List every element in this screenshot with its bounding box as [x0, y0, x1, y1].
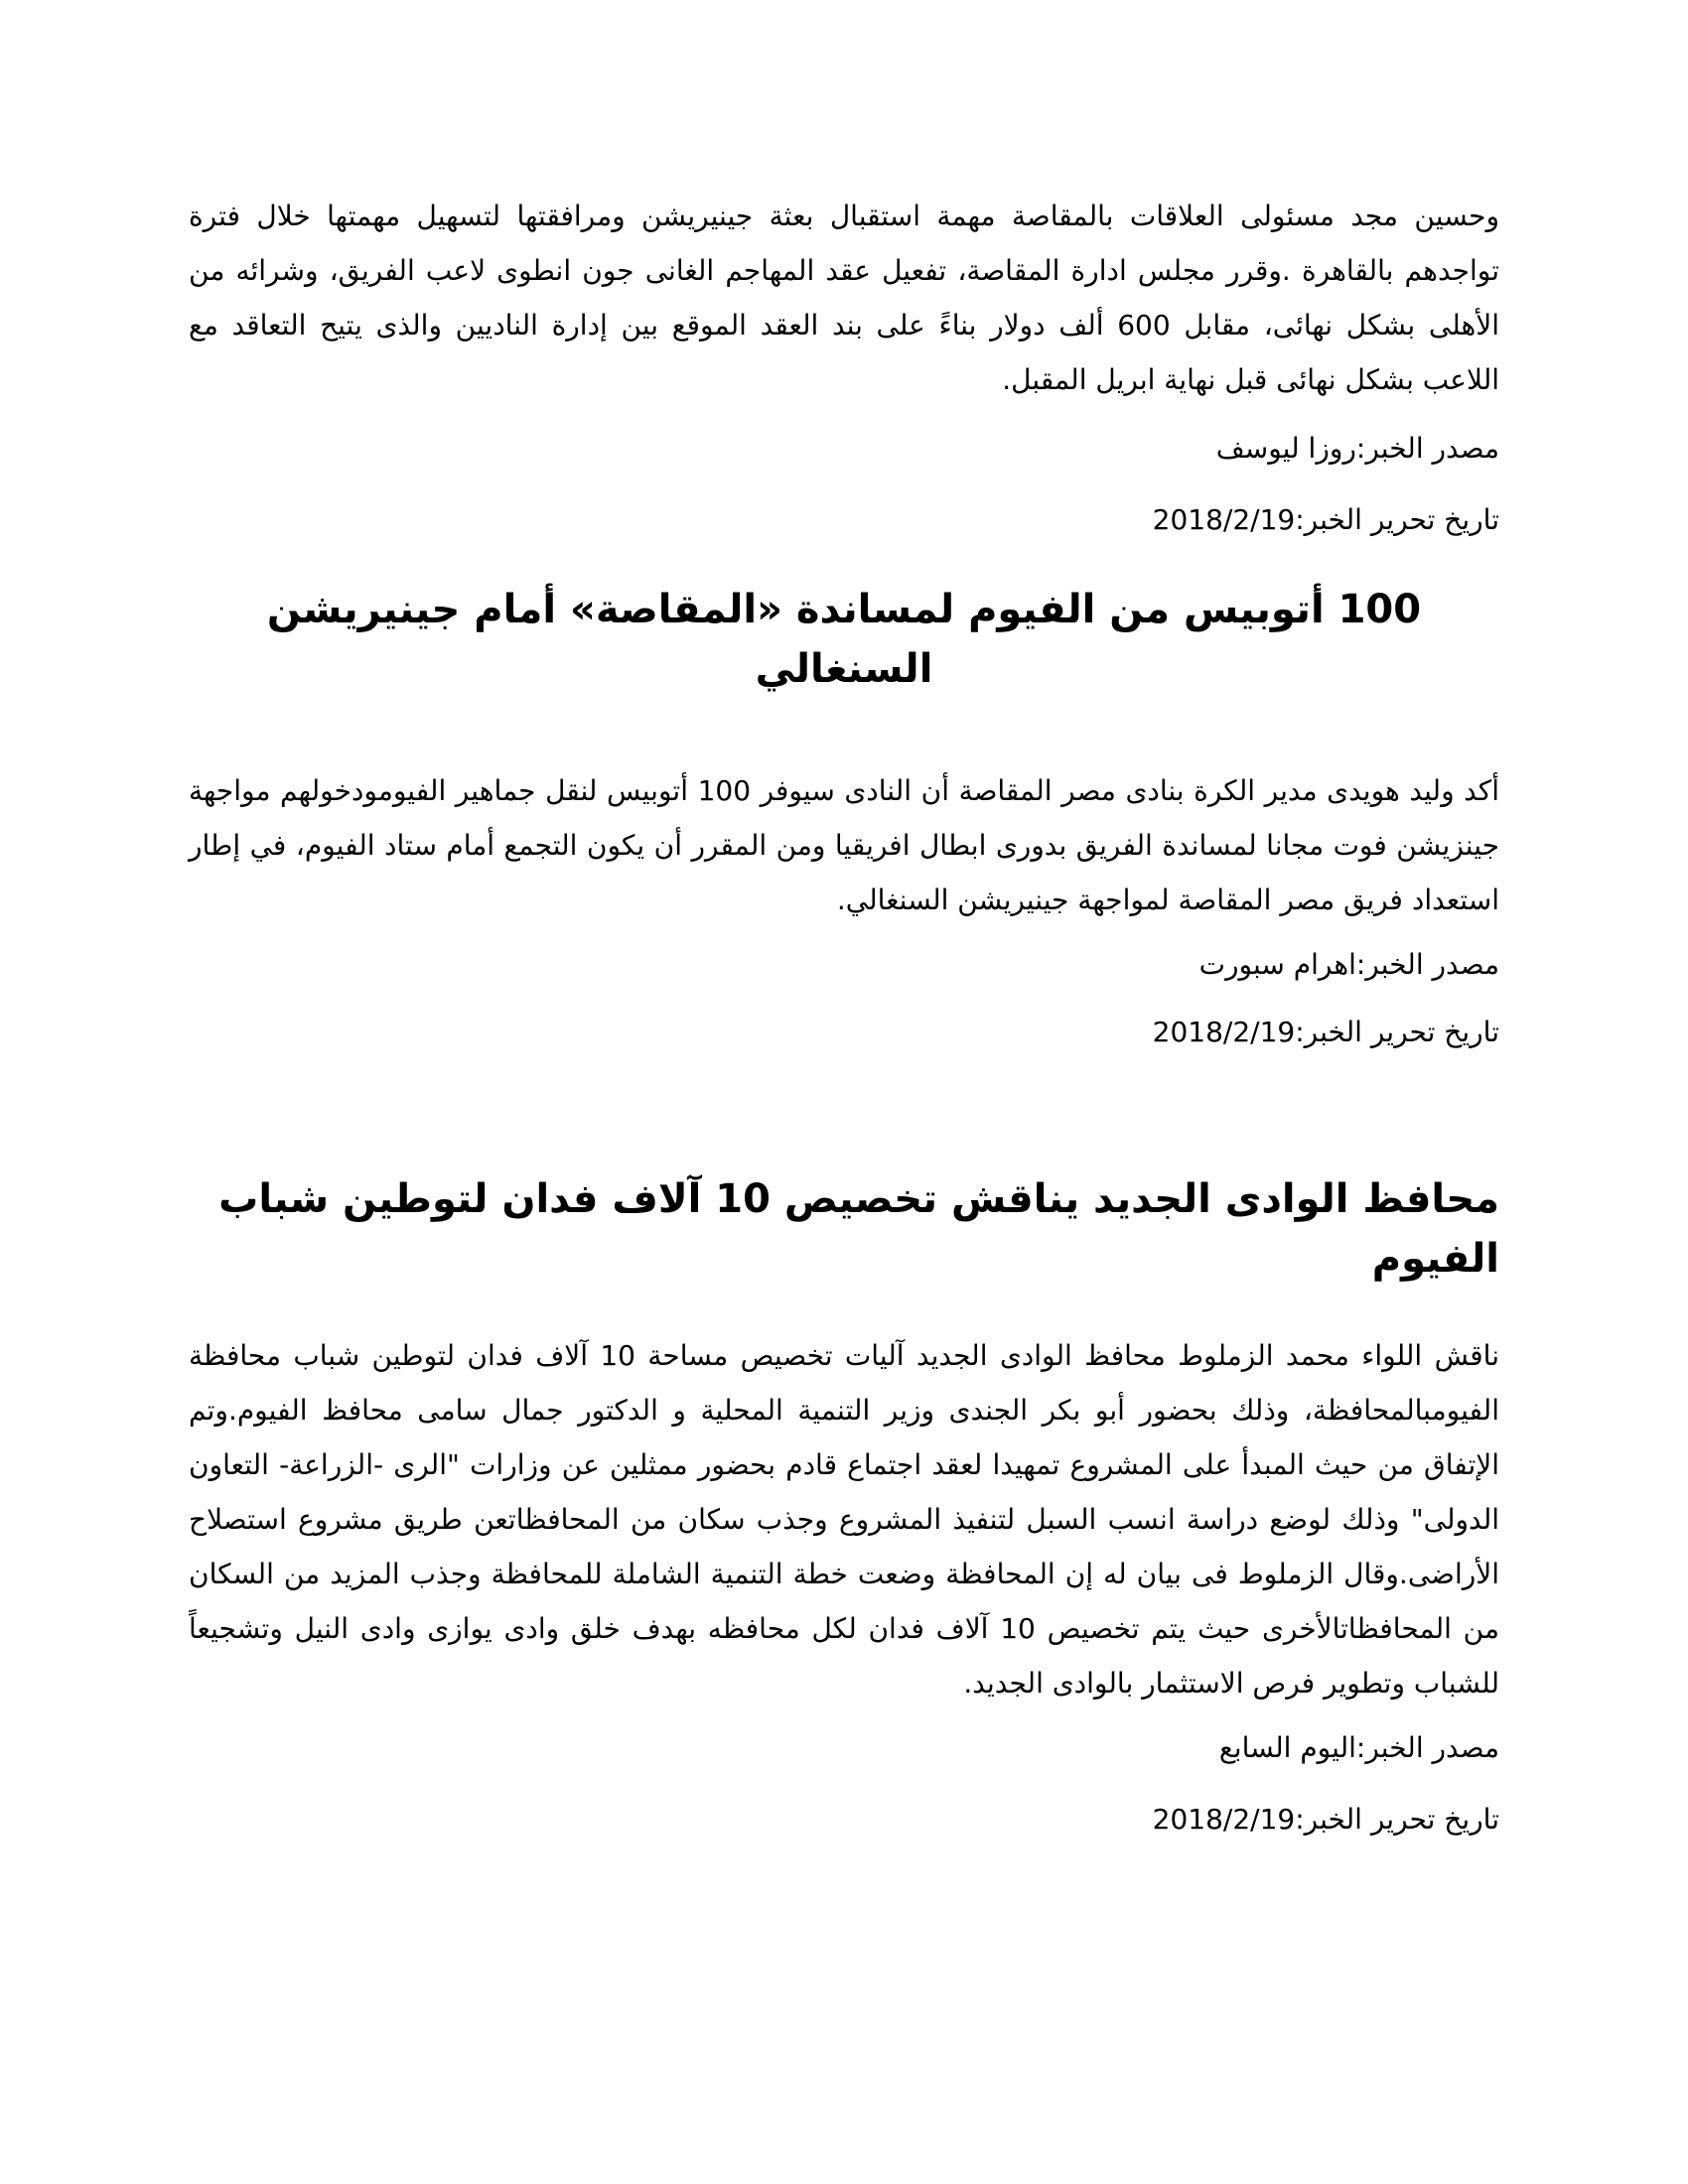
- article-3-date: تاريخ تحرير الخبر:2018/2/19: [1152, 1803, 1499, 1836]
- article-2-source: مصدر الخبر:اهرام سبورت: [1198, 948, 1499, 981]
- article-1-date: تاريخ تحرير الخبر:2018/2/19: [1152, 503, 1499, 536]
- article-1-body: وحسين مجد مسئولى العلاقات بالمقاصة مهمة استقبال بعثة جينيريشن ومرافقتها لتسهيل مهمتها خلال فترة تواجدهم بالقاهرة .وقرر مجلس ادارة المقاصة، تفعيل عقد المهاجم الغانى جون انطوى لاعب الفريق، وشرائه من الأهلى بشكل نهائى، مقابل 600 ألف دولار بناءً على بند العقد الموقع بين إدارة الناديين والذى يتيح التعاقد مع اللاعب بشكل نهائى قبل نهاية ابريل المقبل.: [189, 200, 1499, 396]
- document-page: [189, 189, 1499, 1840]
- article-2-body: أكد وليد هويدى مدير الكرة بنادى مصر المقاصة أن النادى سيوفر 100 أتوبيس لنقل جماهير الفيومودخولهم مواجهة جينزيشن فوت مجانا لمساندة الفريق بدورى ابطال افريقيا ومن المقرر أن يكون التجمع أمام ستاد الفيوم، في إطار استعداد فريق مصر المقاصة لمواجهة جينيريشن السنغالي.: [189, 774, 1499, 916]
- article-2-headline: 100 أتوبيس من الفيوم لمساندة «المقاصة» أمام جينيريشن السنغالي: [266, 587, 1422, 692]
- article-2-date: تاريخ تحرير الخبر:2018/2/19: [1152, 1016, 1499, 1048]
- article-3-source: مصدر الخبر:اليوم السابع: [1218, 1731, 1499, 1764]
- article-3-headline: محافظ الوادى الجديد يناقش تخصيص 10 آلاف فدان لتوطين شباب الفيوم: [218, 1176, 1499, 1282]
- article-1-source: مصدر الخبر:روزا ليوسف: [1215, 432, 1499, 465]
- article-3-body: ناقش اللواء محمد الزملوط محافظ الوادى الجديد آليات تخصيص مساحة 10 آلاف فدان لتوطين شباب محافظة الفيومبالمحافظة، وذلك بحضور أبو بكر الجندى وزير التنمية المحلية و الدكتور جمال سامى محافظ الفيوم.وتم الإتفاق من حيث المبدأ على المشروع تمهيدا لعقد اجتماع قادم بحضور ممثلين عن وزارات "الرى -الزراعة- التعاون الدولى" وذلك لوضع دراسة انسب السبل لتنفيذ المشروع وجذب سكان من المحافظاتعن طريق مشروع استصلاح الأراضى.وقال الزملوط فى بيان له إن المحافظة وضعت خطة التنمية الشاملة للمحافظة وجذب المزيد من السكان من المحافظاتالأخرى حيث يتم تخصيص 10 آلاف فدان لكل محافظه بهدف خلق وادى يوازى وادى النيل وتشجيعاً للشباب وتطوير فرص الاستثمار بالوادى الجديد.: [189, 1339, 1499, 1700]
